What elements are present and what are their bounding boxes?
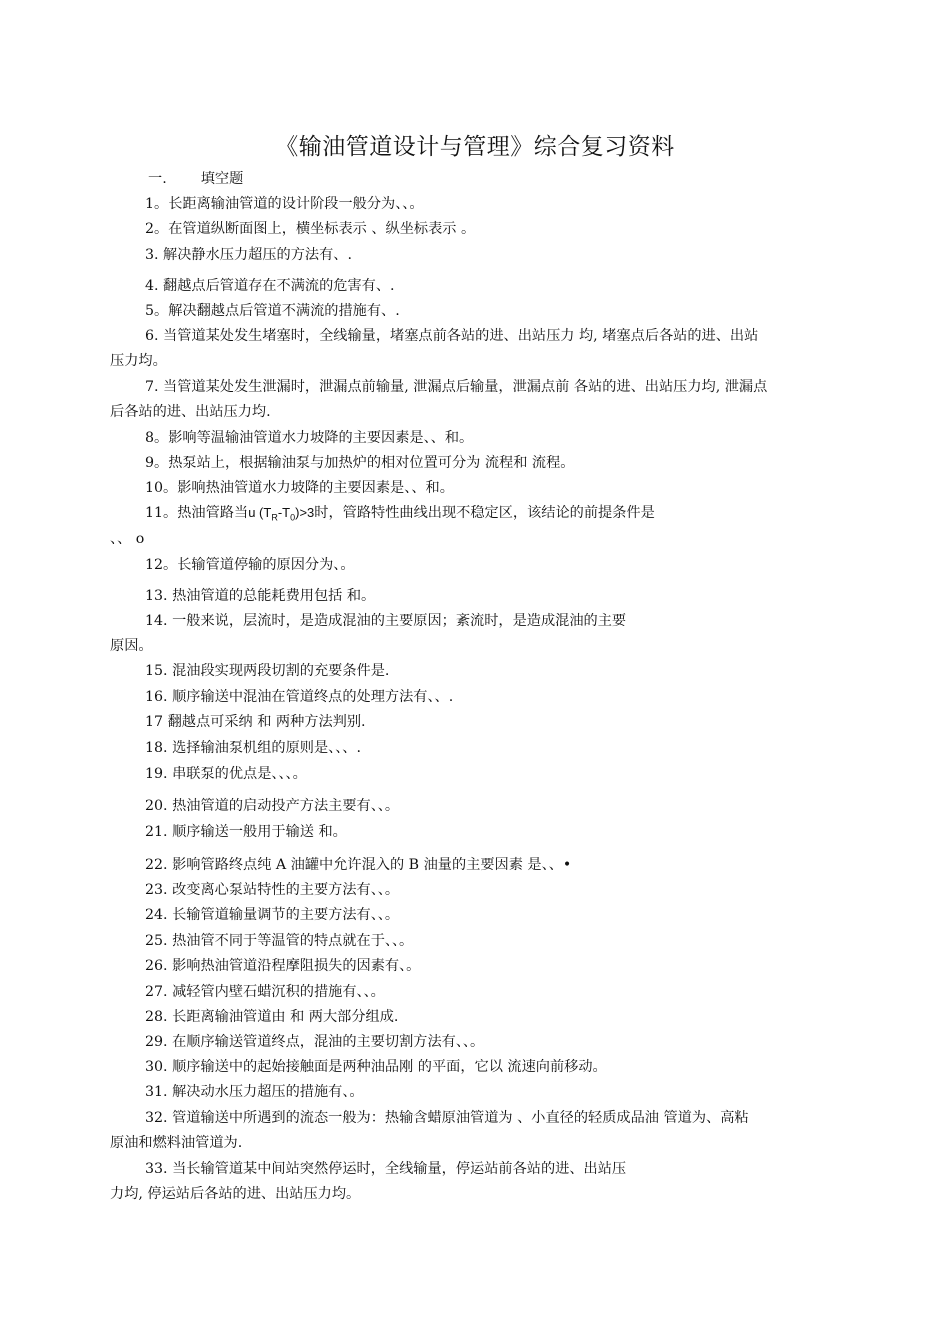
list-item: 33. 当长输管道某中间站突然停运时，全线输量，停运站前各站的进、出站压 <box>145 1161 627 1177</box>
list-item: 16. 顺序输送中混油在管道终点的处理方法有、、. <box>145 689 454 705</box>
section-number: 一. <box>148 171 167 187</box>
list-item: 13. 热油管道的总能耗费用包括 和。 <box>145 588 376 604</box>
list-item: 26. 影响热油管道沿程摩阻损失的因素有、。 <box>145 958 421 974</box>
page-title: 《输油管道设计与管理》综合复习资料 <box>275 134 675 160</box>
list-item-continuation: 后各站的进、出站压力均. <box>110 404 271 420</box>
list-item-continuation: 力均, 停运站后各站的进、出站压力均。 <box>110 1186 361 1202</box>
list-item: 10。影响热油管道水力坡降的主要因素是、、和。 <box>145 480 454 496</box>
list-item: 20. 热油管道的启动投产方法主要有、、。 <box>145 798 400 814</box>
list-item-continuation: 、、 o <box>110 531 145 547</box>
list-item: 14. 一般来说，层流时，是造成混油的主要原因；紊流时，是造成混油的主要 <box>145 613 627 629</box>
list-item: 28. 长距离输油管道由 和 两大部分组成. <box>145 1009 399 1025</box>
list-item: 32. 管道输送中所遇到的流态一般为：热输含蜡原油管道为 、小直径的轻质成品油 管道为、高粘 <box>145 1110 749 1126</box>
formula: u $(T_R-T_0)>3$ <box>248 505 315 523</box>
list-item: 12。长输管道停输的原因分为、。 <box>145 557 355 573</box>
list-item-continuation: 原油和燃料油管道为. <box>110 1135 243 1151</box>
list-item: 29. 在顺序输送管道终点，混油的主要切割方法有、、。 <box>145 1034 485 1050</box>
list-item <box>145 504 655 527</box>
list-item: 30. 顺序输送中的起始接触面是两种油品刚 的平面，它以 流速向前移动。 <box>145 1059 607 1075</box>
list-item: 6. 当管道某处发生堵塞时，全线输量，堵塞点前各站的进、出站压力 均, 堵塞点后各站的进、出站 <box>145 328 759 344</box>
list-item: 4. 翻越点后管道存在不满流的危害有、. <box>145 278 395 294</box>
list-item: 1。长距离输油管道的设计阶段一般分为、、。 <box>145 196 424 212</box>
list-item: 3. 解决静水压力超压的方法有、. <box>145 247 352 263</box>
list-item: 17 翻越点可采纳 和 两种方法判别. <box>145 714 366 730</box>
list-item: 9。热泵站上，根据输油泵与加热炉的相对位置可分为 流程和 流程。 <box>145 455 575 471</box>
list-item: 5。解决翻越点后管道不满流的措施有、. <box>145 303 400 319</box>
section-title: 填空题 <box>200 171 244 187</box>
item-text-end: 时，管路特性曲线出现不稳定区，该结论的前提条件是 <box>314 505 655 521</box>
list-item: 15. 混油段实现两段切割的充要条件是. <box>145 663 390 679</box>
list-item: 19. 串联泵的优点是、、、。 <box>145 766 307 782</box>
list-item: 25. 热油管不同于等温管的特点就在于、、。 <box>145 933 414 949</box>
item-text-start: 11。热油管路当 <box>145 505 249 521</box>
list-item: 21. 顺序输送一般用于输送 和。 <box>145 824 347 840</box>
list-item: 24. 长输管道输量调节的主要方法有、、。 <box>145 907 400 923</box>
list-item: 2。在管道纵断面图上，横坐标表示 、纵坐标表示 。 <box>145 221 476 237</box>
list-item: 27. 减轻管内壁石蜡沉积的措施有、、。 <box>145 984 385 1000</box>
list-item: 8。影响等温输油管道水力坡降的主要因素是、、和。 <box>145 430 474 446</box>
list-item-continuation: 压力均。 <box>110 353 167 369</box>
list-item: 31. 解决动水压力超压的措施有、。 <box>145 1084 364 1100</box>
list-item: 22. 影响管路终点纯 A 油罐中允许混入的 B 油量的主要因素 是、、• <box>145 857 572 873</box>
list-item: 7. 当管道某处发生泄漏时，泄漏点前输量, 泄漏点后输量，泄漏点前 各站的进、出站压力均, 泄漏点 <box>145 379 768 395</box>
list-item: 18. 选择输油泵机组的原则是、、、. <box>145 740 362 756</box>
section-heading <box>148 170 243 188</box>
list-item-continuation: 原因。 <box>110 638 153 654</box>
list-item: 23. 改变离心泵站特性的主要方法有、、。 <box>145 882 400 898</box>
